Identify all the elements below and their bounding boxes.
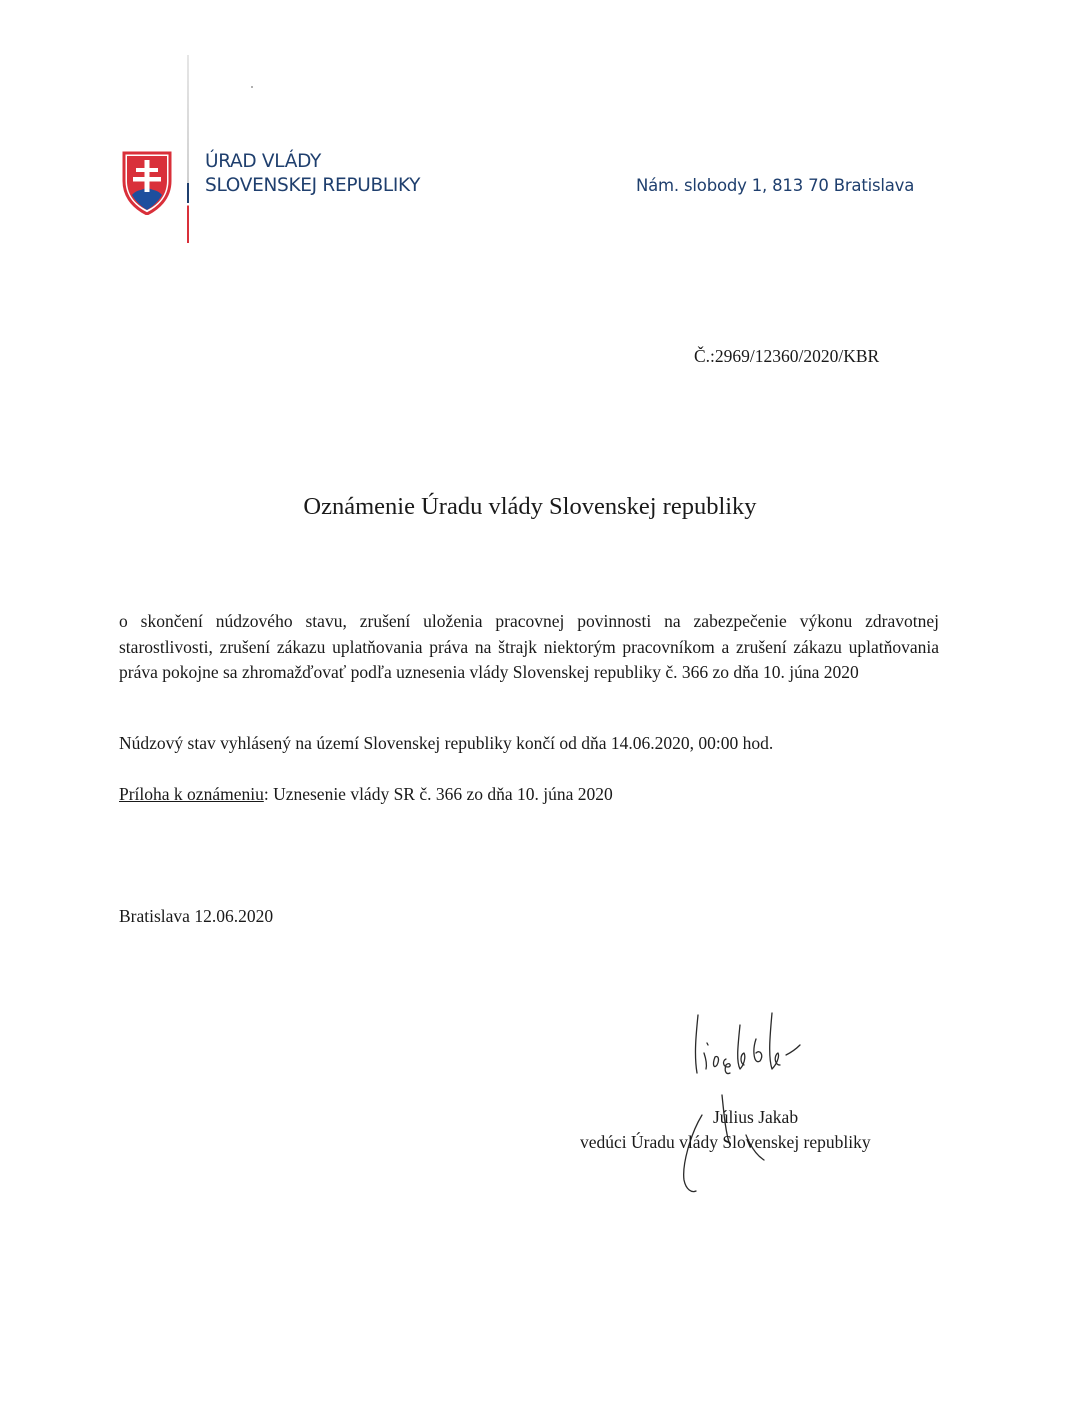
office-address: Nám. slobody 1, 813 70 Bratislava: [636, 176, 915, 195]
office-name-line1: ÚRAD VLÁDY: [205, 151, 322, 172]
signatory-name: Július Jakab: [713, 1107, 799, 1127]
place-and-date: Bratislava 12.06.2020: [119, 906, 274, 926]
document-title: Oznámenie Úradu vlády Slovenskej republiky: [303, 493, 757, 520]
office-name: [205, 150, 420, 198]
signatory-role: vedúci Úradu vlády Slovenskej republiky: [580, 1132, 871, 1152]
attachment-label: Príloha k oznámeniu: [119, 784, 264, 804]
attachment-text: : Uznesenie vlády SR č. 366 zo dňa 10. júna 2020: [263, 784, 613, 804]
slovak-coat-of-arms-icon: [121, 151, 173, 215]
reference-number: Č.:2969/12360/2020/KBR: [694, 346, 880, 366]
body-paragraph-1: o skončení núdzového stavu, zrušení uloženia pracovnej povinnosti na zabezpečenie výkonu zdravotnej starostlivosti, zrušení zákazu uplatňovania práva na štrajk niektorým pracovníkom a zrušení zákazu uplatňovania práva pokojne sa zhromažďovať podľa uznesenia vlády Slovenskej republiky č. 366 zo dňa 10. júna 2020: [119, 611, 939, 683]
scan-speck: [251, 86, 253, 88]
handwritten-signature: [660, 995, 830, 1205]
attachment-line: [119, 784, 613, 805]
header-divider-accent: [187, 183, 189, 203]
body-paragraph-2: Núdzový stav vyhlásený na území Slovenskej republiky končí od dňa 14.06.2020, 00:00 hod.: [119, 733, 774, 753]
office-name-line2: SLOVENSKEJ REPUBLIKY: [205, 175, 421, 196]
header-divider-line: [187, 55, 189, 243]
